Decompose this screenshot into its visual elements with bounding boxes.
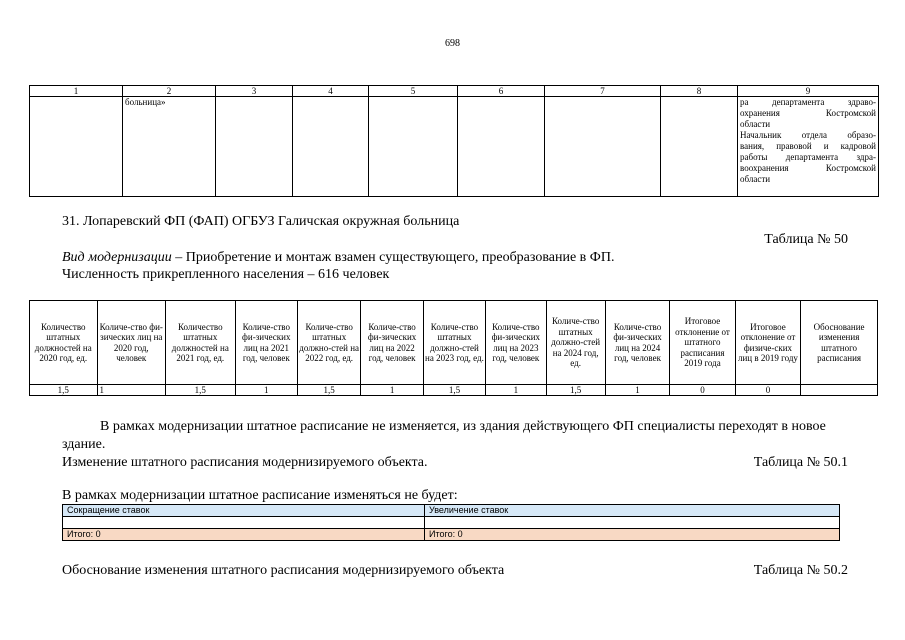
column-header: Количе-ство штатных должно-стей на 2024 год, ед.	[546, 301, 605, 385]
rates-header-row	[63, 505, 840, 517]
reduction-total: Итого: 0	[63, 529, 425, 541]
responsible-line: вания, правовой и кадровой	[740, 141, 876, 151]
table-cell: 0	[735, 385, 800, 396]
table-cell: 1	[361, 385, 423, 396]
column-header: Количество штатных должностей на 2021 год, ед.	[166, 301, 236, 385]
table-cell: 1,5	[297, 385, 360, 396]
responsible-line: Начальник отдела образо-	[740, 130, 876, 140]
population-line: Численность прикрепленного населения – 616 человек	[62, 267, 390, 282]
table-cell	[425, 517, 840, 529]
table-cell	[661, 97, 738, 197]
column-header: Итоговое отклонение от штатного расписания 2019 года	[670, 301, 735, 385]
page-number: 698	[445, 38, 460, 49]
table-cell: 1	[605, 385, 669, 396]
table-cell: 1	[486, 385, 546, 396]
column-header: Обоснование изменения штатного расписания	[801, 301, 878, 385]
column-header: Количе-ство фи-зических лиц на 2021 год, человек	[235, 301, 297, 385]
modernization-line	[62, 250, 614, 266]
table-cell	[293, 97, 369, 197]
column-number: 4	[293, 86, 369, 97]
table-cell	[63, 517, 425, 529]
table-cell: 1	[235, 385, 297, 396]
table-cell: 1,5	[166, 385, 236, 396]
column-number: 5	[369, 86, 458, 97]
column-number: 6	[458, 86, 545, 97]
responsible-line: ра департамента здраво-	[740, 97, 876, 107]
column-header: Количе-ство фи-зических лиц на 2024 год, человек	[605, 301, 669, 385]
table-cell	[801, 385, 878, 396]
responsible-line: области	[740, 174, 771, 184]
table-cell: 1,5	[423, 385, 485, 396]
column-header: Количе-ство штатных должно-стей на 2022 год, ед.	[297, 301, 360, 385]
column-header: Количе-ство фи-зических лиц на 2022 год, человек	[361, 301, 423, 385]
modernization-text: – Приобретение и монтаж взамен существующего, преобразование в ФП.	[171, 250, 615, 265]
justification-table-label: Таблица № 50.2	[753, 563, 848, 578]
rates-empty-row	[63, 517, 840, 529]
column-header: Количество штатных должностей на 2020 год, ед.	[30, 301, 98, 385]
table-cell	[458, 97, 545, 197]
column-number: 3	[216, 86, 293, 97]
column-number: 1	[30, 86, 123, 97]
increase-total: Итого: 0	[425, 529, 840, 541]
column-header: Итоговое отклонение от физиче-ских лиц в 2019 году	[735, 301, 800, 385]
staff-values-row	[30, 385, 878, 396]
responsible-line: области	[740, 119, 771, 129]
column-number: 8	[661, 86, 738, 97]
responsible-line: охранения Костромской	[740, 108, 876, 118]
staff-table	[29, 300, 878, 396]
rates-total-row	[63, 529, 840, 541]
table-cell	[30, 97, 123, 197]
table-cell: 1,5	[546, 385, 605, 396]
facility-name-cell: больница»	[123, 97, 216, 197]
responsible-cell	[738, 97, 879, 197]
increase-header: Увеличение ставок	[425, 505, 840, 517]
modernization-label: Вид модернизации	[62, 250, 172, 265]
section-title: 31. Лопаревский ФП (ФАП) ОГБУЗ Галичская окружная больница	[62, 214, 460, 229]
rates-table	[62, 504, 840, 541]
column-header: Количе-ство фи-зических лиц на 2023 год, человек	[486, 301, 546, 385]
no-change-note: В рамках модернизации штатное расписание изменяться не будет:	[62, 488, 458, 503]
continuation-row	[30, 97, 879, 197]
table-cell	[545, 97, 661, 197]
responsible-line: работы департамента здра-	[740, 152, 876, 162]
table-cell: 0	[670, 385, 735, 396]
justification-title: Обоснование изменения штатного расписания модернизируемого объекта	[62, 563, 505, 578]
column-header: Количе-ство фи-зических лиц на 2020 год, человек	[97, 301, 166, 385]
continuation-table	[29, 85, 879, 197]
column-header: Количе-ство штатных должно-стей на 2023 год, ед.	[423, 301, 485, 385]
reduction-header: Сокращение ставок	[63, 505, 425, 517]
change-title: Изменение штатного расписания модернизируемого объекта.	[62, 455, 428, 470]
column-number: 2	[123, 86, 216, 97]
staff-header-row	[30, 301, 878, 385]
table-label: Таблица № 50	[764, 232, 848, 247]
column-number: 9	[738, 86, 879, 97]
table-cell	[216, 97, 293, 197]
table-cell	[369, 97, 458, 197]
responsible-line: воохранения Костромской	[740, 163, 876, 173]
change-table-label: Таблица № 50.1	[753, 455, 848, 470]
continuation-header-row	[30, 86, 879, 97]
column-number: 7	[545, 86, 661, 97]
table-cell: 1,5	[30, 385, 98, 396]
table-cell: 1	[97, 385, 166, 396]
modernization-paragraph: В рамках модернизации штатное расписание не изменяется, из здания действующего ФП специалисты переходят в новое здание.	[62, 419, 826, 452]
